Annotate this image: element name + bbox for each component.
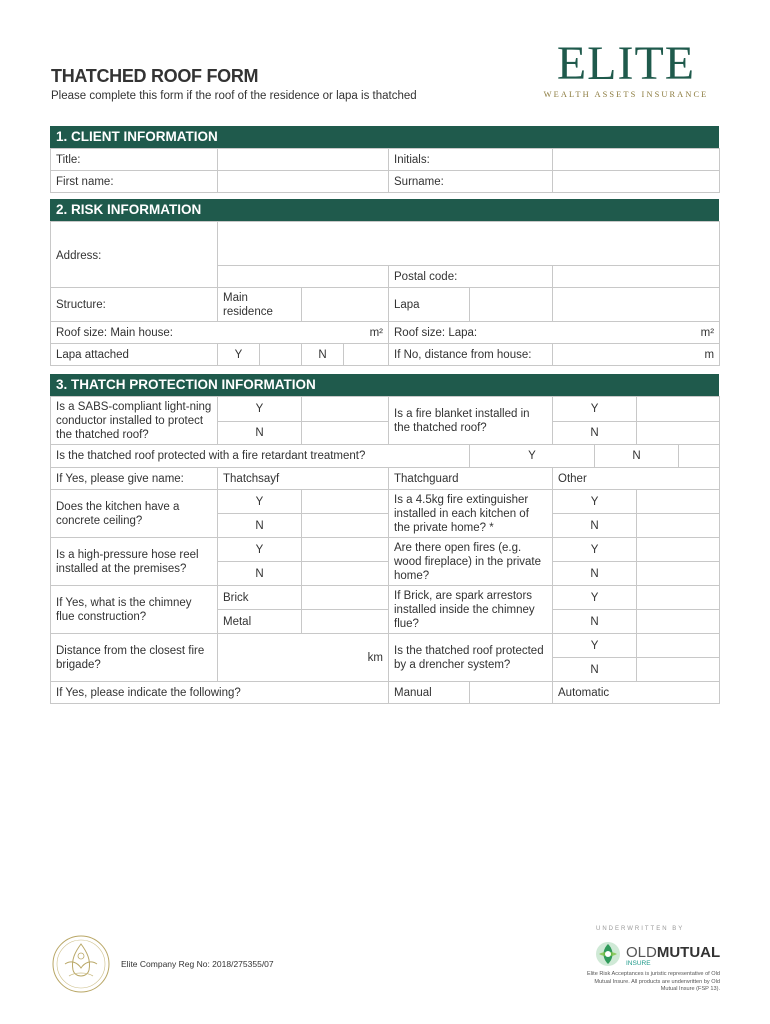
roof-size-main-label: Roof size: Main house: [56, 326, 173, 339]
open-fires-question: Are there open fires (e.g. wood fireplace) in the private home? [389, 538, 553, 586]
logo-tagline: WEALTH ASSETS INSURANCE [543, 90, 709, 99]
conductor-no-box[interactable] [302, 422, 389, 445]
chimney-metal-box[interactable] [302, 610, 389, 634]
structure-extra-field[interactable] [553, 288, 720, 322]
distance-from-house-label: If No, distance from house: [389, 344, 553, 366]
hose-no[interactable]: N [218, 562, 302, 586]
option-thatchguard[interactable]: Thatchguard [389, 468, 553, 490]
title-field[interactable] [218, 149, 389, 171]
spark-no-box[interactable] [637, 610, 720, 634]
kitchen-yes[interactable]: Y [218, 490, 302, 514]
chimney-brick[interactable]: Brick [218, 586, 302, 610]
drencher-question: Is the thatched roof protected by a drencher system? [389, 634, 553, 682]
spark-yes-box[interactable] [637, 586, 720, 610]
initials-field[interactable] [553, 149, 720, 171]
hose-yes[interactable]: Y [218, 538, 302, 562]
distance-from-house-field[interactable] [553, 344, 720, 366]
chimney-question: If Yes, what is the chimney flue construction? [51, 586, 218, 634]
lapa-attached-no[interactable]: N [302, 344, 344, 366]
hose-yes-box[interactable] [302, 538, 389, 562]
lapa-attached-yes-box[interactable] [260, 344, 302, 366]
extinguisher-no[interactable]: N [553, 514, 637, 538]
initials-label: Initials: [389, 149, 553, 171]
old-mutual-logo [594, 940, 721, 973]
chimney-metal[interactable]: Metal [218, 610, 302, 634]
extinguisher-yes[interactable]: Y [553, 490, 637, 514]
form-subtitle: Please complete this form if the roof of the residence or lapa is thatched [51, 90, 417, 102]
drencher-yes[interactable]: Y [553, 634, 637, 658]
old-mutual-insure-label: INSURE [626, 960, 651, 967]
surname-field[interactable] [553, 171, 720, 193]
thatch-protection-table [50, 396, 720, 704]
option-other[interactable]: Other [553, 468, 720, 490]
open-fires-yes[interactable]: Y [553, 538, 637, 562]
open-fires-no[interactable]: N [553, 562, 637, 586]
drencher-no-box[interactable] [637, 658, 720, 682]
option-manual[interactable]: Manual [389, 682, 470, 704]
kitchen-no[interactable]: N [218, 514, 302, 538]
first-name-label: First name: [51, 171, 218, 193]
open-fires-no-box[interactable] [637, 562, 720, 586]
elite-seal-icon [51, 934, 111, 994]
retardant-question: Is the thatched roof protected with a fire retardant treatment? [51, 445, 470, 468]
lapa-attached-no-box[interactable] [344, 344, 389, 366]
structure-label: Structure: [51, 288, 218, 322]
postal-code-label: Postal code: [389, 266, 553, 288]
main-residence-field[interactable] [302, 288, 389, 322]
extinguisher-question: Is a 4.5kg fire extinguisher installed in each kitchen of the private home? * [389, 490, 553, 538]
extinguisher-no-box[interactable] [637, 514, 720, 538]
kitchen-question: Does the kitchen have a concrete ceiling? [51, 490, 218, 538]
underwritten-by-label: UNDERWRITTEN BY [596, 926, 685, 932]
m2-unit-lapa: m² [700, 327, 715, 339]
postal-code-field[interactable] [553, 266, 720, 288]
section-thatch-protection-heading: 3. THATCH PROTECTION INFORMATION [50, 374, 719, 396]
spark-arrestor-question: If Brick, are spark arrestors installed inside the chimney flue? [389, 586, 553, 634]
lapa-attached-yes[interactable]: Y [218, 344, 260, 366]
form-title: THATCHED ROOF FORM [51, 66, 259, 86]
kitchen-yes-box[interactable] [302, 490, 389, 514]
km-unit: km [367, 651, 383, 664]
address-label: Address: [51, 222, 218, 288]
hose-no-box[interactable] [302, 562, 389, 586]
old-mutual-emblem-icon [594, 940, 622, 968]
company-registration: Elite Company Reg No: 2018/275355/07 [121, 959, 274, 969]
kitchen-no-box[interactable] [302, 514, 389, 538]
elite-logo [530, 37, 722, 99]
drencher-no[interactable]: N [553, 658, 637, 682]
open-fires-yes-box[interactable] [637, 538, 720, 562]
option-manual-box[interactable] [470, 682, 553, 704]
brigade-question: Distance from the closest fire brigade? [51, 634, 218, 682]
main-residence-label: Main residence [218, 288, 302, 322]
client-information-table [50, 148, 720, 193]
roof-size-lapa-label: Roof size: Lapa: [394, 326, 478, 339]
brigade-distance-field[interactable] [218, 634, 389, 682]
address-field[interactable] [218, 222, 720, 266]
conductor-yes[interactable]: Y [218, 397, 302, 422]
roof-size-lapa-field[interactable] [389, 322, 720, 344]
old-mutual-wordmark [626, 944, 720, 961]
lapa-field[interactable] [470, 288, 553, 322]
retardant-yes[interactable]: Y [470, 445, 595, 468]
surname-label: Surname: [389, 171, 553, 193]
spark-yes[interactable]: Y [553, 586, 637, 610]
m2-unit-main: m² [369, 327, 383, 339]
option-thatchsayf[interactable]: Thatchsayf [218, 468, 389, 490]
title-label: Title: [51, 149, 218, 171]
om-name-mutual: MUTUAL [656, 944, 721, 961]
hose-question: Is a high-pressure hose reel installed at the premises? [51, 538, 218, 586]
blanket-yes-box[interactable] [637, 397, 720, 422]
section-risk-information-heading: 2. RISK INFORMATION [50, 199, 719, 221]
section-client-information-heading: 1. CLIENT INFORMATION [50, 126, 719, 148]
om-name-old: OLD [626, 944, 657, 961]
retardant-no-box[interactable] [679, 445, 720, 468]
logo-word: ELITE [556, 37, 696, 90]
lapa-attached-label: Lapa attached [51, 344, 218, 366]
retardant-no-cell[interactable] [595, 445, 679, 468]
m-unit: m [704, 348, 715, 361]
drencher-yes-box[interactable] [637, 634, 720, 658]
indicate-question: If Yes, please indicate the following? [51, 682, 389, 704]
risk-information-table [50, 221, 720, 366]
extinguisher-yes-box[interactable] [637, 490, 720, 514]
blanket-yes[interactable]: Y [553, 397, 637, 422]
blanket-no[interactable]: N [553, 422, 637, 445]
spark-no[interactable]: N [553, 610, 637, 634]
blanket-question: Is a fire blanket installed in the thatched roof? [389, 397, 553, 445]
address-field-line-2[interactable] [218, 266, 389, 288]
retardant-no: N [632, 450, 641, 462]
conductor-no[interactable]: N [218, 422, 302, 445]
fine-print: Elite Risk Acceptances is juristic representative of Old Mutual Insure. All products are underwritten by Old Mutual Insure (FSP 13). [586, 971, 720, 992]
conductor-yes-box[interactable] [302, 397, 389, 422]
first-name-field[interactable] [218, 171, 389, 193]
blanket-no-box[interactable] [637, 422, 720, 445]
give-name-label: If Yes, please give name: [51, 468, 218, 490]
roof-size-main-field[interactable] [51, 322, 389, 344]
chimney-brick-box[interactable] [302, 586, 389, 610]
lapa-label: Lapa [389, 288, 470, 322]
conductor-question: Is a SABS-compliant light-ning conductor installed to protect the thatched roof? [51, 397, 218, 445]
option-automatic[interactable]: Automatic [553, 682, 720, 704]
